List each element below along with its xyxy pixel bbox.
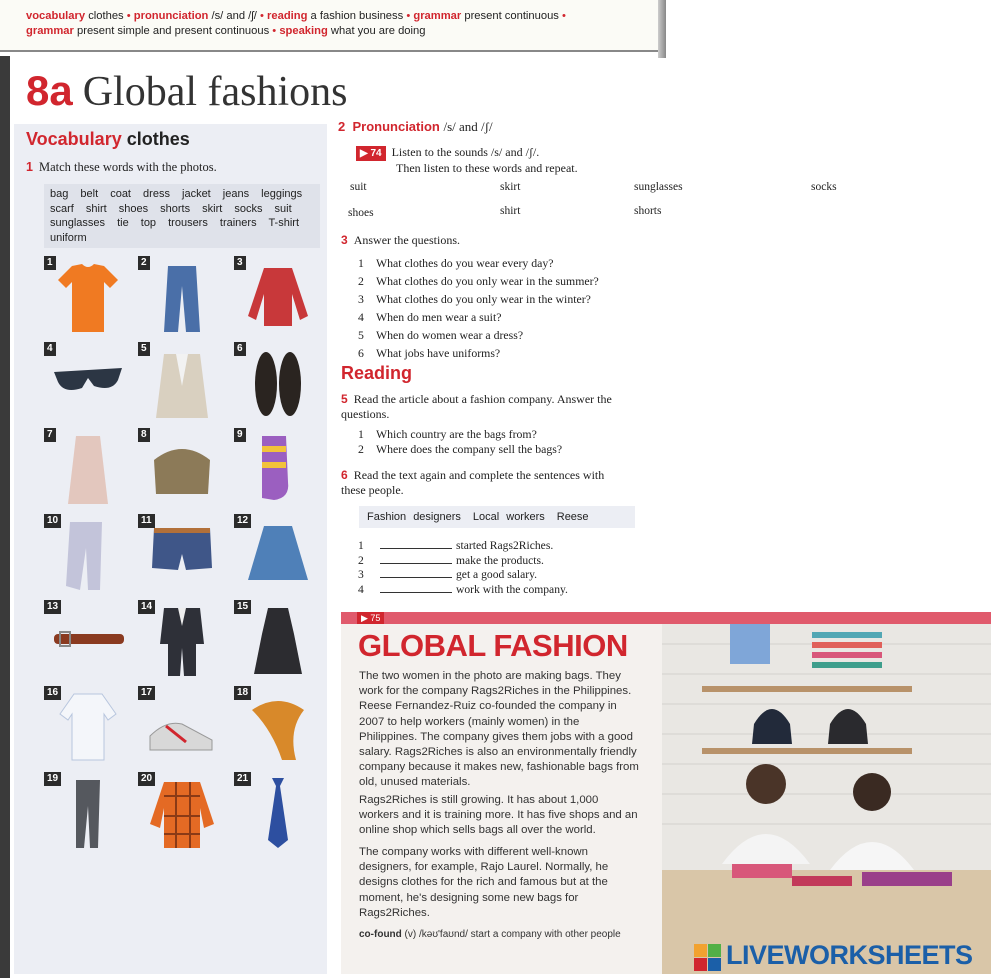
pron-word: shoes: [348, 207, 374, 219]
photo-jeans[interactable]: 2: [138, 256, 222, 338]
word-bank: bag belt coat dress jacket jeans leggings scarf shirt shoes shorts skirt socks suit sunglasses tie top trousers trainers T-shirt uniform: [44, 184, 320, 248]
pron-word: skirt: [500, 181, 521, 193]
photo-shoes[interactable]: 6: [234, 342, 318, 424]
photo-leggings[interactable]: 19: [44, 772, 128, 854]
audio-track-75[interactable]: ▶ 75: [357, 612, 384, 624]
answer-blank[interactable]: [380, 568, 452, 578]
question-item: 1 What clothes do you wear every day?: [358, 256, 554, 270]
page-edge: [658, 0, 666, 58]
liveworksheets-logo-icon: [694, 944, 722, 972]
article-title: GLOBAL FASHION: [358, 628, 628, 663]
photo-bag[interactable]: 8: [138, 428, 222, 510]
question-item: 1 Which country are the bags from?: [358, 427, 537, 441]
photo-tie[interactable]: 21: [234, 772, 318, 854]
banner-line-2: grammar present simple and present continuous • speaking what you are doing: [26, 25, 426, 37]
photo-sunglasses[interactable]: 4: [44, 342, 128, 424]
answer-blank[interactable]: [380, 539, 452, 549]
question-item: 5 When do women wear a dress?: [358, 328, 524, 342]
question-item: 6 What jobs have uniforms?: [358, 346, 501, 360]
photo-belt[interactable]: 13: [44, 600, 128, 682]
pronunciation-instructions: ▶ 74 Listen to the sounds /s/ and /ʃ/. Then listen to these words and repeat.: [356, 145, 578, 176]
sentence-item: 1 started Rags2Riches.: [358, 539, 554, 552]
photo-coat[interactable]: 7: [44, 428, 128, 510]
page-title: 8a Global fashions: [26, 67, 348, 115]
article-paragraph-3: The company works with different well-known designers, for example, Rajo Laurel. Normally, he designs clothes for the rich and famous but at the moment, he's designing some new bags for Rags2Riches.: [359, 846, 609, 919]
photo-shorts[interactable]: 11: [138, 514, 222, 596]
exercise-5-questions: [358, 427, 562, 457]
pron-word: sunglasses: [634, 181, 683, 193]
exercise-6-instruction: 6 Read the text again and complete the sentences with these people.: [341, 468, 605, 497]
sentence-item: 4 work with the company.: [358, 582, 568, 596]
question-item: 3 What clothes do you only wear in the winter?: [358, 292, 591, 306]
exercise-3-questions: [358, 254, 599, 362]
photo-suit[interactable]: 14: [138, 600, 222, 682]
photo-tshirt[interactable]: 1: [44, 256, 128, 338]
glossary-note: co-found (v) /kəʊ'faʊnd/ start a company with other people: [359, 929, 621, 940]
pronunciation-heading: 2 Pronunciation /s/ and /ʃ/: [338, 119, 493, 134]
pron-word: socks: [811, 181, 837, 193]
photo-scarf[interactable]: 18: [234, 686, 318, 768]
article-paragraph-2: Rags2Riches is still growing. It has about 1,000 workers and it is training more. It has five shops and an online shop which sells bags all over the world.: [359, 794, 638, 837]
sentence-item: 3 get a good salary.: [358, 568, 538, 582]
exercise-6-sentences: [358, 539, 568, 597]
photo-shirt[interactable]: 20: [138, 772, 222, 854]
pron-word: shirt: [500, 205, 521, 217]
answer-blank[interactable]: [380, 554, 452, 564]
question-item: 2 What clothes do you only wear in the summer?: [358, 274, 599, 288]
photo-dress[interactable]: 15: [234, 600, 318, 682]
question-item: 4 When do men wear a suit?: [358, 310, 502, 324]
exercise-1-instruction: 1 Match these words with the photos.: [26, 160, 217, 174]
vocabulary-heading: Vocabulary clothes: [26, 129, 190, 149]
exercise-5-instruction: 5 Read the article about a fashion company. Answer the questions.: [341, 392, 612, 421]
photo-trousers[interactable]: 10: [44, 514, 128, 596]
audio-track-74[interactable]: ▶ 74: [356, 146, 386, 161]
question-item: 2 Where does the company sell the bags?: [358, 442, 563, 456]
sentence-item: 2 make the products.: [358, 553, 544, 567]
photo-socks[interactable]: 9: [234, 428, 318, 510]
reading-heading: Reading: [341, 363, 413, 383]
article-header-bar: [341, 612, 991, 624]
photo-skirt[interactable]: 12: [234, 514, 318, 596]
article-paragraph-1: The two women in the photo are making bags. They work for the company Rags2Riches in the Philippines. Reese Fernandez-Ruiz co-founded the company in 2007 to help workers (mainly women) in the Philippines. The company gives them jobs with a good salary. Rags2Riches is also an environmentally friendly company because it makes new, fashionable bags from old, unused materials.: [359, 670, 639, 789]
pron-word: shorts: [634, 205, 662, 217]
page-binding-strip: [0, 56, 10, 978]
photo-trainers[interactable]: 17: [138, 686, 222, 768]
photo-top[interactable]: 3: [234, 256, 318, 338]
people-word-box: Fashion designers Local workers Reese: [359, 506, 635, 528]
exercise-3-instruction: 3 Answer the questions.: [341, 233, 461, 247]
pron-word: suit: [350, 181, 367, 193]
banner-line-1: vocabulary clothes • pronunciation /s/ and /ʃ/ • reading a fashion business • grammar present continuous •: [26, 10, 566, 22]
article-photo: [662, 624, 991, 974]
topic-banner: [0, 0, 662, 52]
photo-uniform[interactable]: 16: [44, 686, 128, 768]
answer-blank[interactable]: [380, 583, 452, 593]
photo-jacket[interactable]: 5: [138, 342, 222, 424]
